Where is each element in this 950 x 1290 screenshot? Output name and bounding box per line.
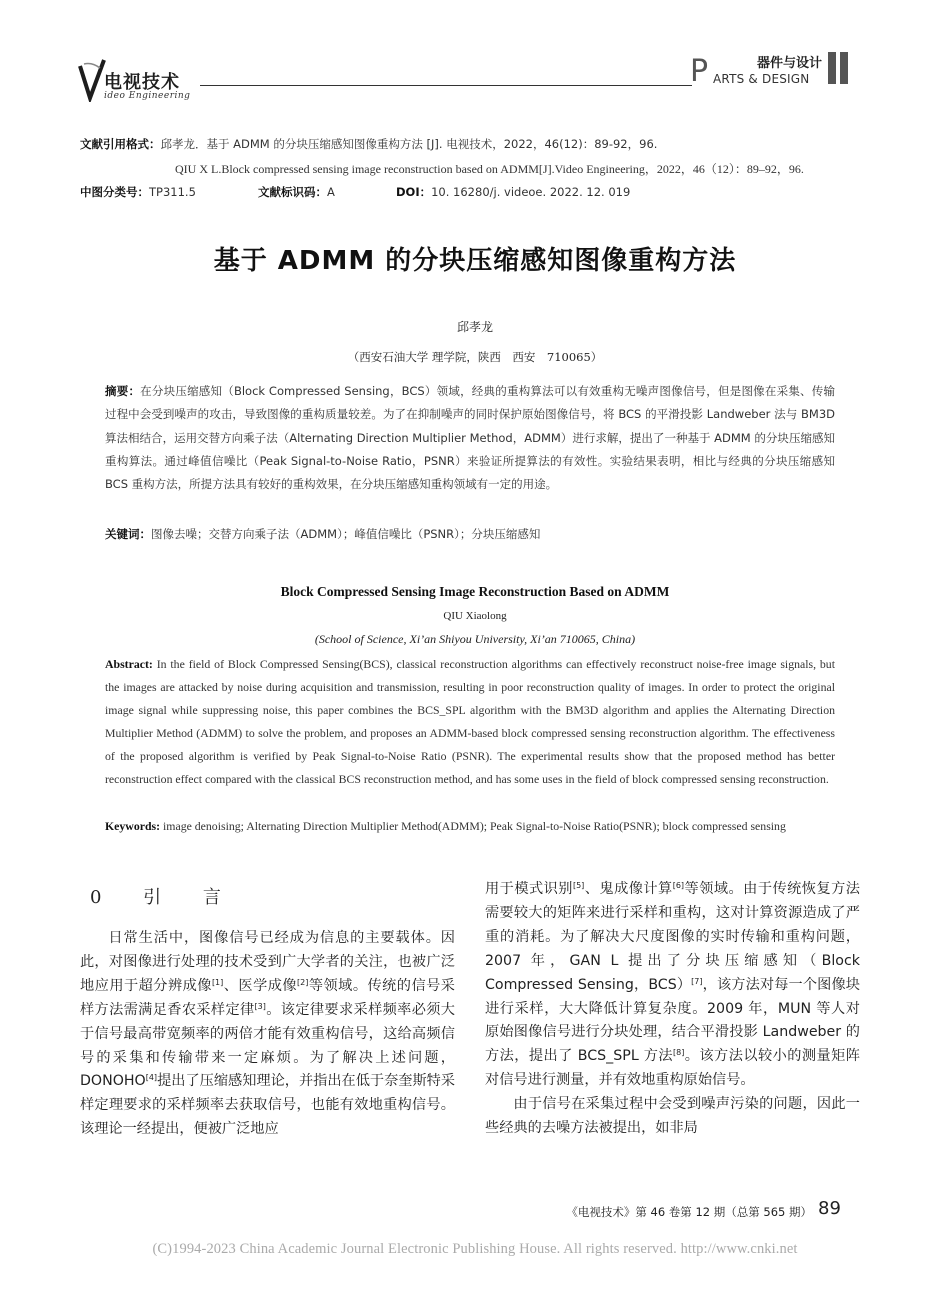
abstract-en: [105, 653, 835, 792]
ref-1[interactable]: [1]: [211, 977, 224, 987]
keywords-en: [105, 815, 835, 838]
paragraph: 由于信号在采集过程中会受到噪声污染的问题，因此一些经典的去噪方法被提出，如非局: [485, 1096, 860, 1137]
paragraph: 日常生活中，图像信号已经成为信息的主要载体。因此，对图像进行处理的技术受到广大学者的关注，也被广泛地应用于超分辨成像[1]、医学成像[2]等领域。传统的信号采样方法需满足香农采样定律[3]。该定律要求采样频率必须大于信号最高带宽频率的两倍才能有效重构信号，这给高频信号的采集和传输带来一定麻烦。为了解决上述问题，DONOHO[4]提出了压缩感知理论，并指出在低于奈奎斯特采样定理要求的采样频率去获取信号，也能有效地重构信号。该理论一经提出，便被广泛地应: [80, 930, 456, 1138]
logo-subtitle: ideo Engineering: [104, 91, 191, 101]
section-banner: [690, 52, 860, 92]
document-code: 文献标识码：A: [258, 185, 335, 199]
abstract-cn: [105, 380, 835, 496]
logo-name: 电视技术: [104, 72, 180, 93]
section-heading: 0 引 言: [90, 887, 239, 908]
ref-8[interactable]: [8]: [672, 1048, 685, 1058]
logo-v-icon: [78, 58, 106, 102]
abstract-cn-label: 摘要：: [105, 384, 141, 398]
author-en: QIU Xiaolong: [443, 610, 507, 622]
paragraph: 用于模式识别[5]、鬼成像计算[6]等领域。由于传统恢复方法需要较大的矩阵来进行采样和重构，这对计算资源造成了严重的消耗。为了解决大尺度图像的实时传输和重构问题，2007 年，GAN L 提出了分块压缩感知（Block Compressed Sensing，BCS）[7]，该方法对每一个图像块进行采样，大大降低计算复杂度。2009 年，MUN 等人对原始图像信号进行分块处理，结合平滑投影 Landweber 的方法，提出了 BCS_SPL 方法[8]。该方法以较小的测量矩阵对信号进行测量，并有效地重构原始信号。: [485, 881, 860, 1089]
affiliation-cn: （西安石油大学 理学院，陕西 西安 710065）: [347, 350, 603, 364]
citation-cn: [80, 136, 657, 152]
body-column-right: [485, 878, 860, 1141]
body-column-left: [80, 878, 455, 1142]
citation-label: 文献引用格式：: [80, 137, 161, 151]
ref-5[interactable]: [5]: [572, 881, 585, 890]
page-title: 基于 ADMM 的分块压缩感知图像重构方法: [213, 246, 737, 276]
title-en: Block Compressed Sensing Image Reconstruction Based on ADMM: [280, 584, 670, 599]
header-rule: [200, 85, 692, 86]
ref-2[interactable]: [2]: [297, 977, 309, 987]
section-title-en: ARTS & DESIGN: [713, 72, 810, 86]
abstract-en-label: Abstract:: [105, 657, 153, 671]
ref-6[interactable]: [6]: [672, 881, 685, 890]
citation-text-cn: 邱孝龙．基于 ADMM 的分块压缩感知图像重构方法 [J]. 电视技术，2022，46(12)：89-92，96.: [160, 137, 658, 151]
keywords-cn-label: 关键词：: [105, 527, 151, 541]
keywords-cn-text: 图像去噪；交替方向乘子法（ADMM）；峰值信噪比（PSNR）；分块压缩感知: [151, 527, 541, 541]
abstract-en-text: In the field of Block Compressed Sensing(BCS), classical reconstruction algorithms can effectively reconstruct noise-free image signals, but the images are attacked by noise during acquisition and transmission, resulting in poor reconstruction quality of images. In order to protect the original image signal while suppressing noise, this paper combines the BCS_SPL algorithm with the BM3D algorithm and applies the Alternating Direction Multiplier Method (ADMM) to solve the problem, and proposes an ADMM-based block compressed sensing reconstruction algorithm. The effectiveness of the proposed algorithm is verified by Peak Signal-to-Noise Ratio (PSNR). The experimental results show that the proposed method has better reconstruction effect compared with the classical BCS reconstruction method, and has some uses in the field of block compressed sensing reconstruction.: [105, 657, 835, 787]
doi: DOI：10. 16280/j. videoe. 2022. 12. 019: [396, 185, 631, 199]
ref-4[interactable]: [4]: [145, 1073, 158, 1083]
abstract-cn-text: 在分块压缩感知（Block Compressed Sensing，BCS）领域，经典的重构算法可以有效重构无噪声图像信号，但是图像在采集、传输过程中会受到噪声的攻击，导致图像的重构质量较差。为了在抑制噪声的同时保护原始图像信号，将 BCS 的平滑投影 Landweber 法与 BM3D 算法相结合，运用交替方向乘子法（Alternating Direction Multiplier Method，ADMM）进行求解，提出了一种基于 ADMM 的分块压缩感知重构算法。通过峰值信噪比（Peak Signal-to-Noise Ratio，PSNR）来验证所提算法的有效性。实验结果表明，相比与经典的分块压缩感知 BCS 重构方法，所提方法具有较好的重构效果，在分块压缩感知重构领域有一定的用途。: [105, 384, 835, 492]
footer-journal: 《电视技术》第 46 卷第 12 期（总第 565 期）: [566, 1205, 812, 1219]
keywords-en-label: Keywords:: [105, 819, 161, 833]
copyright-watermark: (C)1994-2023 China Academic Journal Electronic Publishing House. All rights reserved. http://www.cnki.net: [152, 1241, 798, 1257]
keywords-cn: [105, 526, 835, 542]
page-number: 89: [818, 1198, 841, 1219]
section-initial: P: [690, 54, 709, 89]
section-title-cn: 器件与设计: [756, 56, 822, 71]
ref-7[interactable]: [7]: [691, 976, 703, 986]
ref-3[interactable]: [3]: [254, 1001, 266, 1011]
citation-en: QIU X L.Block compressed sensing image reconstruction based on ADMM[J].Video Engineering，2022，46（12）：89–92，96.: [175, 162, 804, 176]
affiliation-en: (School of Science, Xi’an Shiyou University, Xi’an 710065, China): [314, 632, 636, 646]
author-cn: 邱孝龙: [456, 320, 493, 334]
keywords-en-text: image denoising; Alternating Direction Multiplier Method(ADMM); Peak Signal-to-Noise Ratio(PSNR); block compressed sensing: [163, 819, 786, 833]
clc-number: 中图分类号：TP311.5: [80, 185, 196, 199]
journal-logo: [78, 58, 218, 102]
